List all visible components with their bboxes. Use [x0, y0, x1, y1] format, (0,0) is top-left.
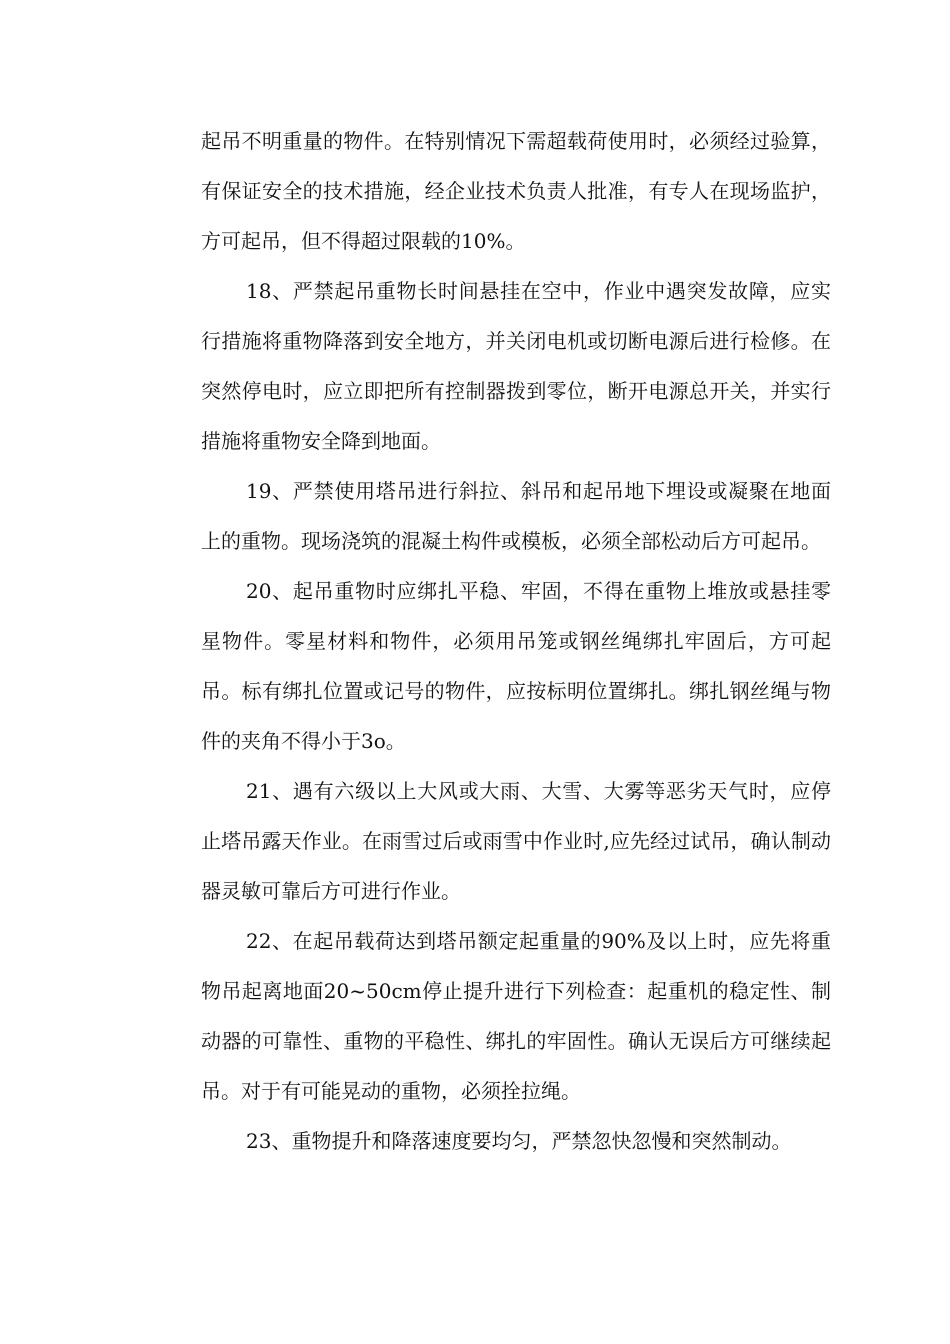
paragraph-item-22: 22、在起吊载荷达到塔吊额定起重量的90%及以上时，应先将重物吊起离地面20~50cm停止提升进行下列检查：起重机的稳定性、制动器的可靠性、重物的平稳性、绑扎的牢固性。确认无误后方可继续起吊。对于有可能晃动的重物，必须拴拉绳。 — [201, 929, 831, 1103]
paragraph-item-23: 23、重物提升和降落速度要均匀，严禁忽快忽慢和突然制动。 — [246, 1129, 792, 1153]
document-body — [201, 116, 831, 1166]
paragraph-item-19: 19、严禁使用塔吊进行斜拉、斜吊和起吊地下埋设或凝聚在地面上的重物。现场浇筑的混凝土构件或模板，必须全部松动后方可起吊。 — [201, 479, 831, 553]
paragraph-item-20: 20、起吊重物时应绑扎平稳、牢固，不得在重物上堆放或悬挂零星物件。零星材料和物件，必须用吊笼或钢丝绳绑扎牢固后，方可起吊。标有绑扎位置或记号的物件，应按标明位置绑扎。绑扎钢丝绳与物件的夹角不得小于3o。 — [201, 579, 831, 753]
paragraph-continuation: 起吊不明重量的物件。在特别情况下需超载荷使用时，必须经过验算，有保证安全的技术措施，经企业技术负责人批准，有专人在现场监护，方可起吊，但不得超过限载的10%。 — [201, 129, 831, 253]
paragraph-item-21: 21、遇有六级以上大风或大雨、大雪、大雾等恶劣天气时，应停止塔吊露天作业。在雨雪过后或雨雪中作业时,应先经过试吊，确认制动器灵敏可靠后方可进行作业。 — [201, 779, 831, 903]
paragraph-item-18: 18、严禁起吊重物长时间悬挂在空中，作业中遇突发故障，应实行措施将重物降落到安全地方，并关闭电机或切断电源后进行检修。在突然停电时，应立即把所有控制器拨到零位，断开电源总开关，并实行措施将重物安全降到地面。 — [201, 279, 831, 453]
